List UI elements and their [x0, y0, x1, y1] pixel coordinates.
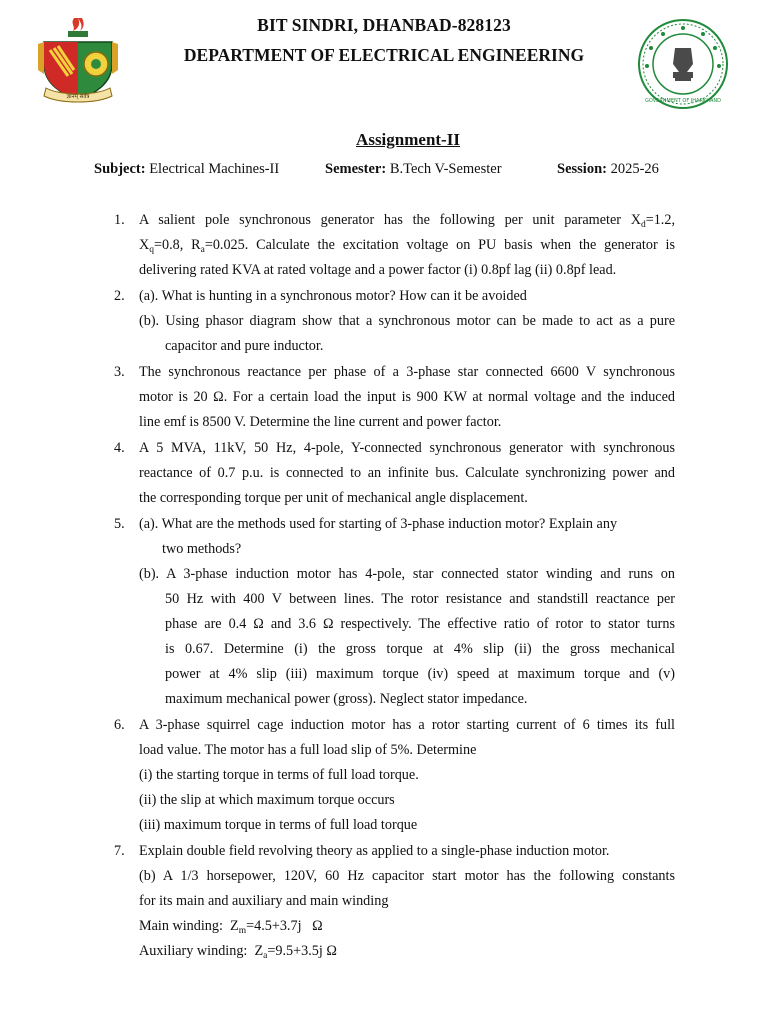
document-header — [0, 0, 768, 120]
subscript: q — [149, 245, 154, 255]
subscript: a — [263, 951, 268, 961]
question-line: Explain double field revolving theory as applied to a single-phase induction motor. — [139, 843, 610, 859]
text-run: Main winding: Z — [139, 918, 239, 934]
text-run: X — [139, 237, 150, 253]
institute-name: BIT SINDRI, DHANBAD-828123 — [257, 15, 511, 35]
semester-info — [325, 161, 502, 178]
question-line: maximum mechanical power (gross). Neglect stator impedance. — [165, 691, 528, 707]
question-number: 5. — [114, 516, 125, 532]
question-line: (i) the starting torque in terms of full load torque. — [139, 767, 419, 783]
question-line: capacitor and pure inductor. — [165, 338, 324, 354]
session-info — [557, 161, 659, 178]
question-line: (b). A 3-phase induction motor has 4-pole, star connected stator winding and runs on — [139, 566, 675, 582]
question-line — [139, 237, 675, 254]
question-line: for its main and auxiliary and main winding — [139, 893, 389, 909]
question-line: load value. The motor has a full load slip of 5%. Determine — [139, 742, 477, 758]
question-line — [139, 943, 337, 960]
text-run: A salient pole synchronous generator has the following per unit parameter X — [139, 212, 641, 228]
subject-label: Subject: — [94, 161, 146, 177]
text-run: =1.2, — [645, 212, 675, 228]
session-label: Session: — [557, 161, 607, 177]
semester-label: Semester: — [325, 161, 387, 177]
government-seal-logo — [637, 18, 729, 110]
question-line: phase are 0.4 Ω and 3.6 Ω respectively. The effective ratio of rotor to stator turns — [165, 616, 675, 632]
question-line: A 3-phase squirrel cage induction motor has a rotor starting current of 6 times its full — [139, 717, 675, 733]
question-line: The synchronous reactance per phase of a 3-phase star connected 6600 V synchronous — [139, 364, 675, 380]
question-line: two methods? — [162, 541, 242, 557]
question-line: (ii) the slip at which maximum torque occurs — [139, 792, 395, 808]
question-number: 2. — [114, 288, 125, 304]
question-line: is 0.67. Determine (i) the gross torque at 4% slip (ii) the gross mechanical — [165, 641, 675, 657]
assignment-title — [0, 130, 768, 150]
text-run: Auxiliary winding: Z — [139, 943, 264, 959]
question-line: (iii) maximum torque in terms of full load torque — [139, 817, 418, 833]
question-line — [139, 212, 675, 229]
subscript: a — [200, 245, 205, 255]
seal-text: GOVERNMENT OF JHARKHAND — [645, 98, 721, 104]
question-line: reactance of 0.7 p.u. is connected to an infinite bus. Calculate synchronizing power and — [139, 465, 675, 481]
question-line: (a). What are the methods used for starting of 3-phase induction motor? Explain any — [139, 516, 618, 532]
question-number: 3. — [114, 364, 125, 380]
subject-value: Electrical Machines-II — [149, 161, 280, 177]
question-line: 50 Hz with 400 V between lines. The rotor resistance and standstill reactance per — [165, 591, 675, 607]
question-line: delivering rated KVA at rated voltage and a power factor (i) 0.8pf lag (ii) 0.8pf lead. — [139, 262, 617, 278]
question-line: (b). Using phasor diagram show that a synchronous motor can be made to act as a pure — [139, 313, 675, 329]
text-run: =9.5+3.5j Ω — [267, 943, 337, 959]
question-line: motor is 20 Ω. For a certain load the input is 900 KW at normal voltage and the induced — [139, 389, 675, 405]
assignment-title-text: Assignment-II — [356, 130, 460, 149]
logo-motto-text: ज्ञानम् सर्वत्र — [66, 94, 90, 100]
question-line: power at 4% slip (iii) maximum torque (iv) speed at maximum torque and (v) — [165, 666, 675, 682]
text-run: =0.025. Calculate the excitation voltage on PU basis when the generator is — [204, 237, 675, 253]
question-line: A 5 MVA, 11kV, 50 Hz, 4-pole, Y-connected synchronous generator with synchronous — [139, 440, 675, 456]
question-line: line emf is 8500 V. Determine the line current and power factor. — [139, 414, 502, 430]
subscript: d — [640, 220, 646, 230]
question-line: (b) A 1/3 horsepower, 120V, 60 Hz capacitor start motor has the following constants — [139, 868, 675, 884]
text-run: =0.8, R — [154, 237, 201, 253]
question-number: 6. — [114, 717, 125, 733]
semester-value: B.Tech V-Semester — [389, 161, 502, 177]
session-value: 2025-26 — [610, 161, 659, 177]
question-line: the corresponding torque per unit of mechanical angle displacement. — [139, 490, 528, 506]
course-info-row — [94, 161, 714, 181]
question-number: 1. — [114, 212, 125, 228]
text-run: =4.5+3.7j Ω — [246, 918, 323, 934]
department-name: DEPARTMENT OF ELECTRICAL ENGINEERING — [183, 45, 585, 65]
question-line: (a). What is hunting in a synchronous motor? How can it be avoided — [139, 288, 527, 304]
question-line — [139, 918, 323, 935]
subscript: m — [238, 926, 247, 936]
question-number: 4. — [114, 440, 125, 456]
question-number: 7. — [114, 843, 125, 859]
subject-info — [94, 161, 279, 178]
